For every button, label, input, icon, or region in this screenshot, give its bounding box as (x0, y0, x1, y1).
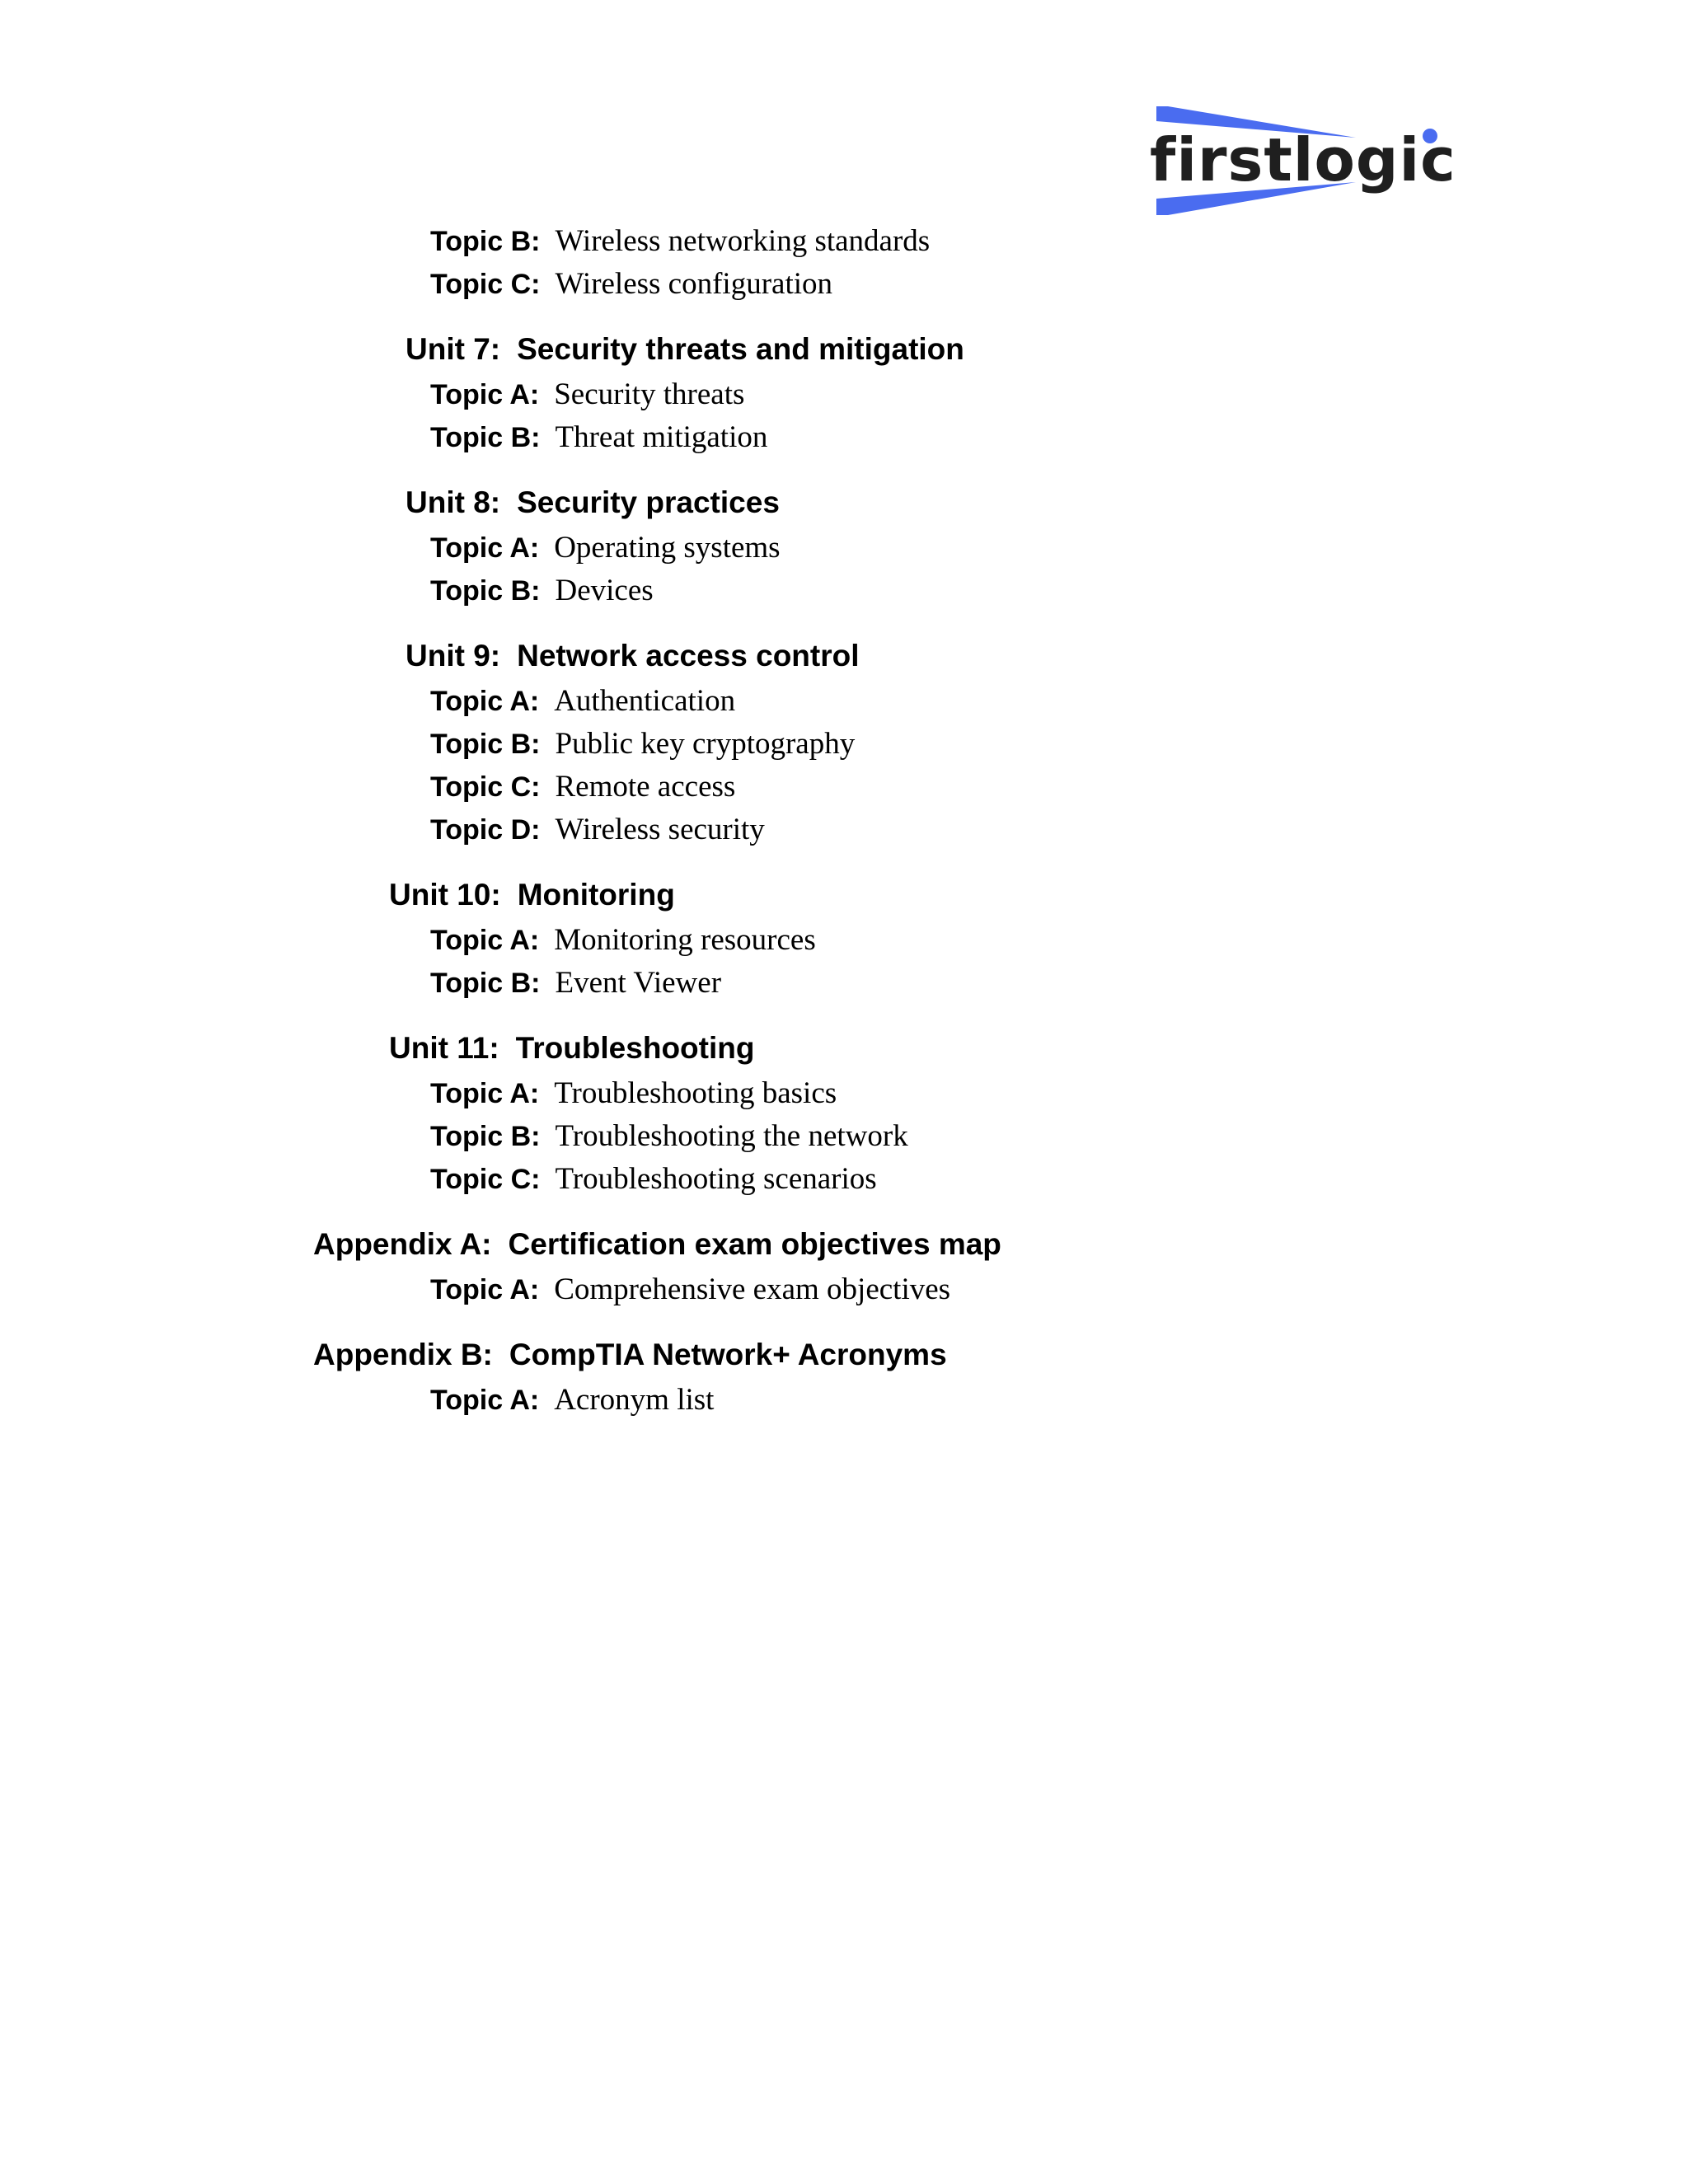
toc-topic-entry (430, 771, 735, 802)
unit-label: Unit 9: (406, 639, 501, 673)
toc-topic-entry (430, 1078, 837, 1108)
topic-title: Authentication (554, 684, 736, 718)
toc-topic-entry (430, 686, 735, 716)
topic-title: Wireless networking standards (555, 224, 931, 258)
topic-title: Public key cryptography (555, 727, 856, 761)
topic-title: Security threats (554, 377, 745, 411)
toc-unit-heading (389, 879, 675, 910)
toc-topic-entry (430, 968, 721, 998)
toc-topic-entry (430, 226, 930, 256)
topic-label: Topic C: (430, 771, 541, 803)
topic-title: Remote access (555, 770, 736, 804)
topic-title: Troubleshooting basics (554, 1076, 837, 1110)
toc-topic-entry (430, 532, 781, 563)
unit-title: Security threats and mitigation (517, 332, 964, 366)
unit-label: Unit 8: (406, 485, 501, 519)
topic-title: Wireless configuration (555, 267, 833, 301)
unit-label: Unit 7: (406, 332, 501, 366)
toc-topic-entry (430, 1274, 950, 1305)
topic-label: Topic A: (430, 1385, 540, 1416)
topic-label: Topic A: (430, 379, 540, 410)
toc-topic-entry (430, 1164, 877, 1194)
toc-topic-entry (430, 1385, 714, 1415)
appendix-label: Appendix B: (313, 1338, 493, 1371)
toc-unit-heading (406, 640, 860, 671)
toc-topic-entry (430, 814, 765, 845)
toc-topic-entry (430, 575, 654, 606)
unit-label: Unit 11: (389, 1031, 499, 1065)
toc-unit-heading (406, 334, 964, 364)
toc-topic-entry (430, 1121, 908, 1151)
toc-topic-entry (430, 422, 767, 452)
toc-appendix-heading (313, 1229, 1001, 1259)
topic-label: Topic B: (430, 729, 541, 760)
topic-title: Comprehensive exam objectives (554, 1272, 951, 1306)
topic-title: Event Viewer (555, 966, 722, 1000)
topic-title: Troubleshooting scenarios (555, 1162, 877, 1196)
appendix-title: CompTIA Network+ Acronyms (509, 1338, 947, 1371)
toc-topic-entry (430, 925, 816, 955)
unit-title: Security practices (517, 485, 780, 519)
unit-label: Unit 10: (389, 878, 501, 912)
topic-label: Topic A: (430, 925, 540, 956)
topic-label: Topic B: (430, 1121, 541, 1152)
topic-label: Topic A: (430, 686, 540, 717)
toc-topic-entry (430, 379, 744, 410)
toc-topic-entry (430, 269, 832, 299)
topic-label: Topic C: (430, 269, 541, 300)
topic-title: Operating systems (554, 531, 781, 565)
topic-label: Topic A: (430, 1078, 540, 1109)
unit-title: Monitoring (517, 878, 675, 912)
logo-wordmark: firstlogic (1150, 125, 1456, 194)
topic-title: Wireless security (555, 813, 765, 846)
toc-unit-heading (389, 1033, 754, 1063)
topic-label: Topic C: (430, 1164, 541, 1195)
toc-topic-entry (430, 729, 855, 759)
topic-title: Devices (555, 574, 654, 607)
topic-label: Topic D: (430, 814, 541, 846)
topic-title: Monitoring resources (554, 923, 816, 957)
topic-label: Topic A: (430, 1274, 540, 1305)
unit-title: Network access control (517, 639, 860, 673)
topic-title: Threat mitigation (555, 420, 768, 454)
topic-label: Topic A: (430, 532, 540, 564)
topic-label: Topic B: (430, 226, 541, 257)
toc-unit-heading (406, 487, 780, 518)
topic-title: Troubleshooting the network (555, 1119, 908, 1153)
appendix-title: Certification exam objectives map (508, 1227, 1001, 1261)
topic-title: Acronym list (554, 1383, 715, 1417)
unit-title: Troubleshooting (515, 1031, 755, 1065)
appendix-label: Appendix A: (313, 1227, 492, 1261)
topic-label: Topic B: (430, 968, 541, 999)
topic-label: Topic B: (430, 575, 541, 607)
topic-label: Topic B: (430, 422, 541, 453)
toc-appendix-heading (313, 1339, 947, 1370)
